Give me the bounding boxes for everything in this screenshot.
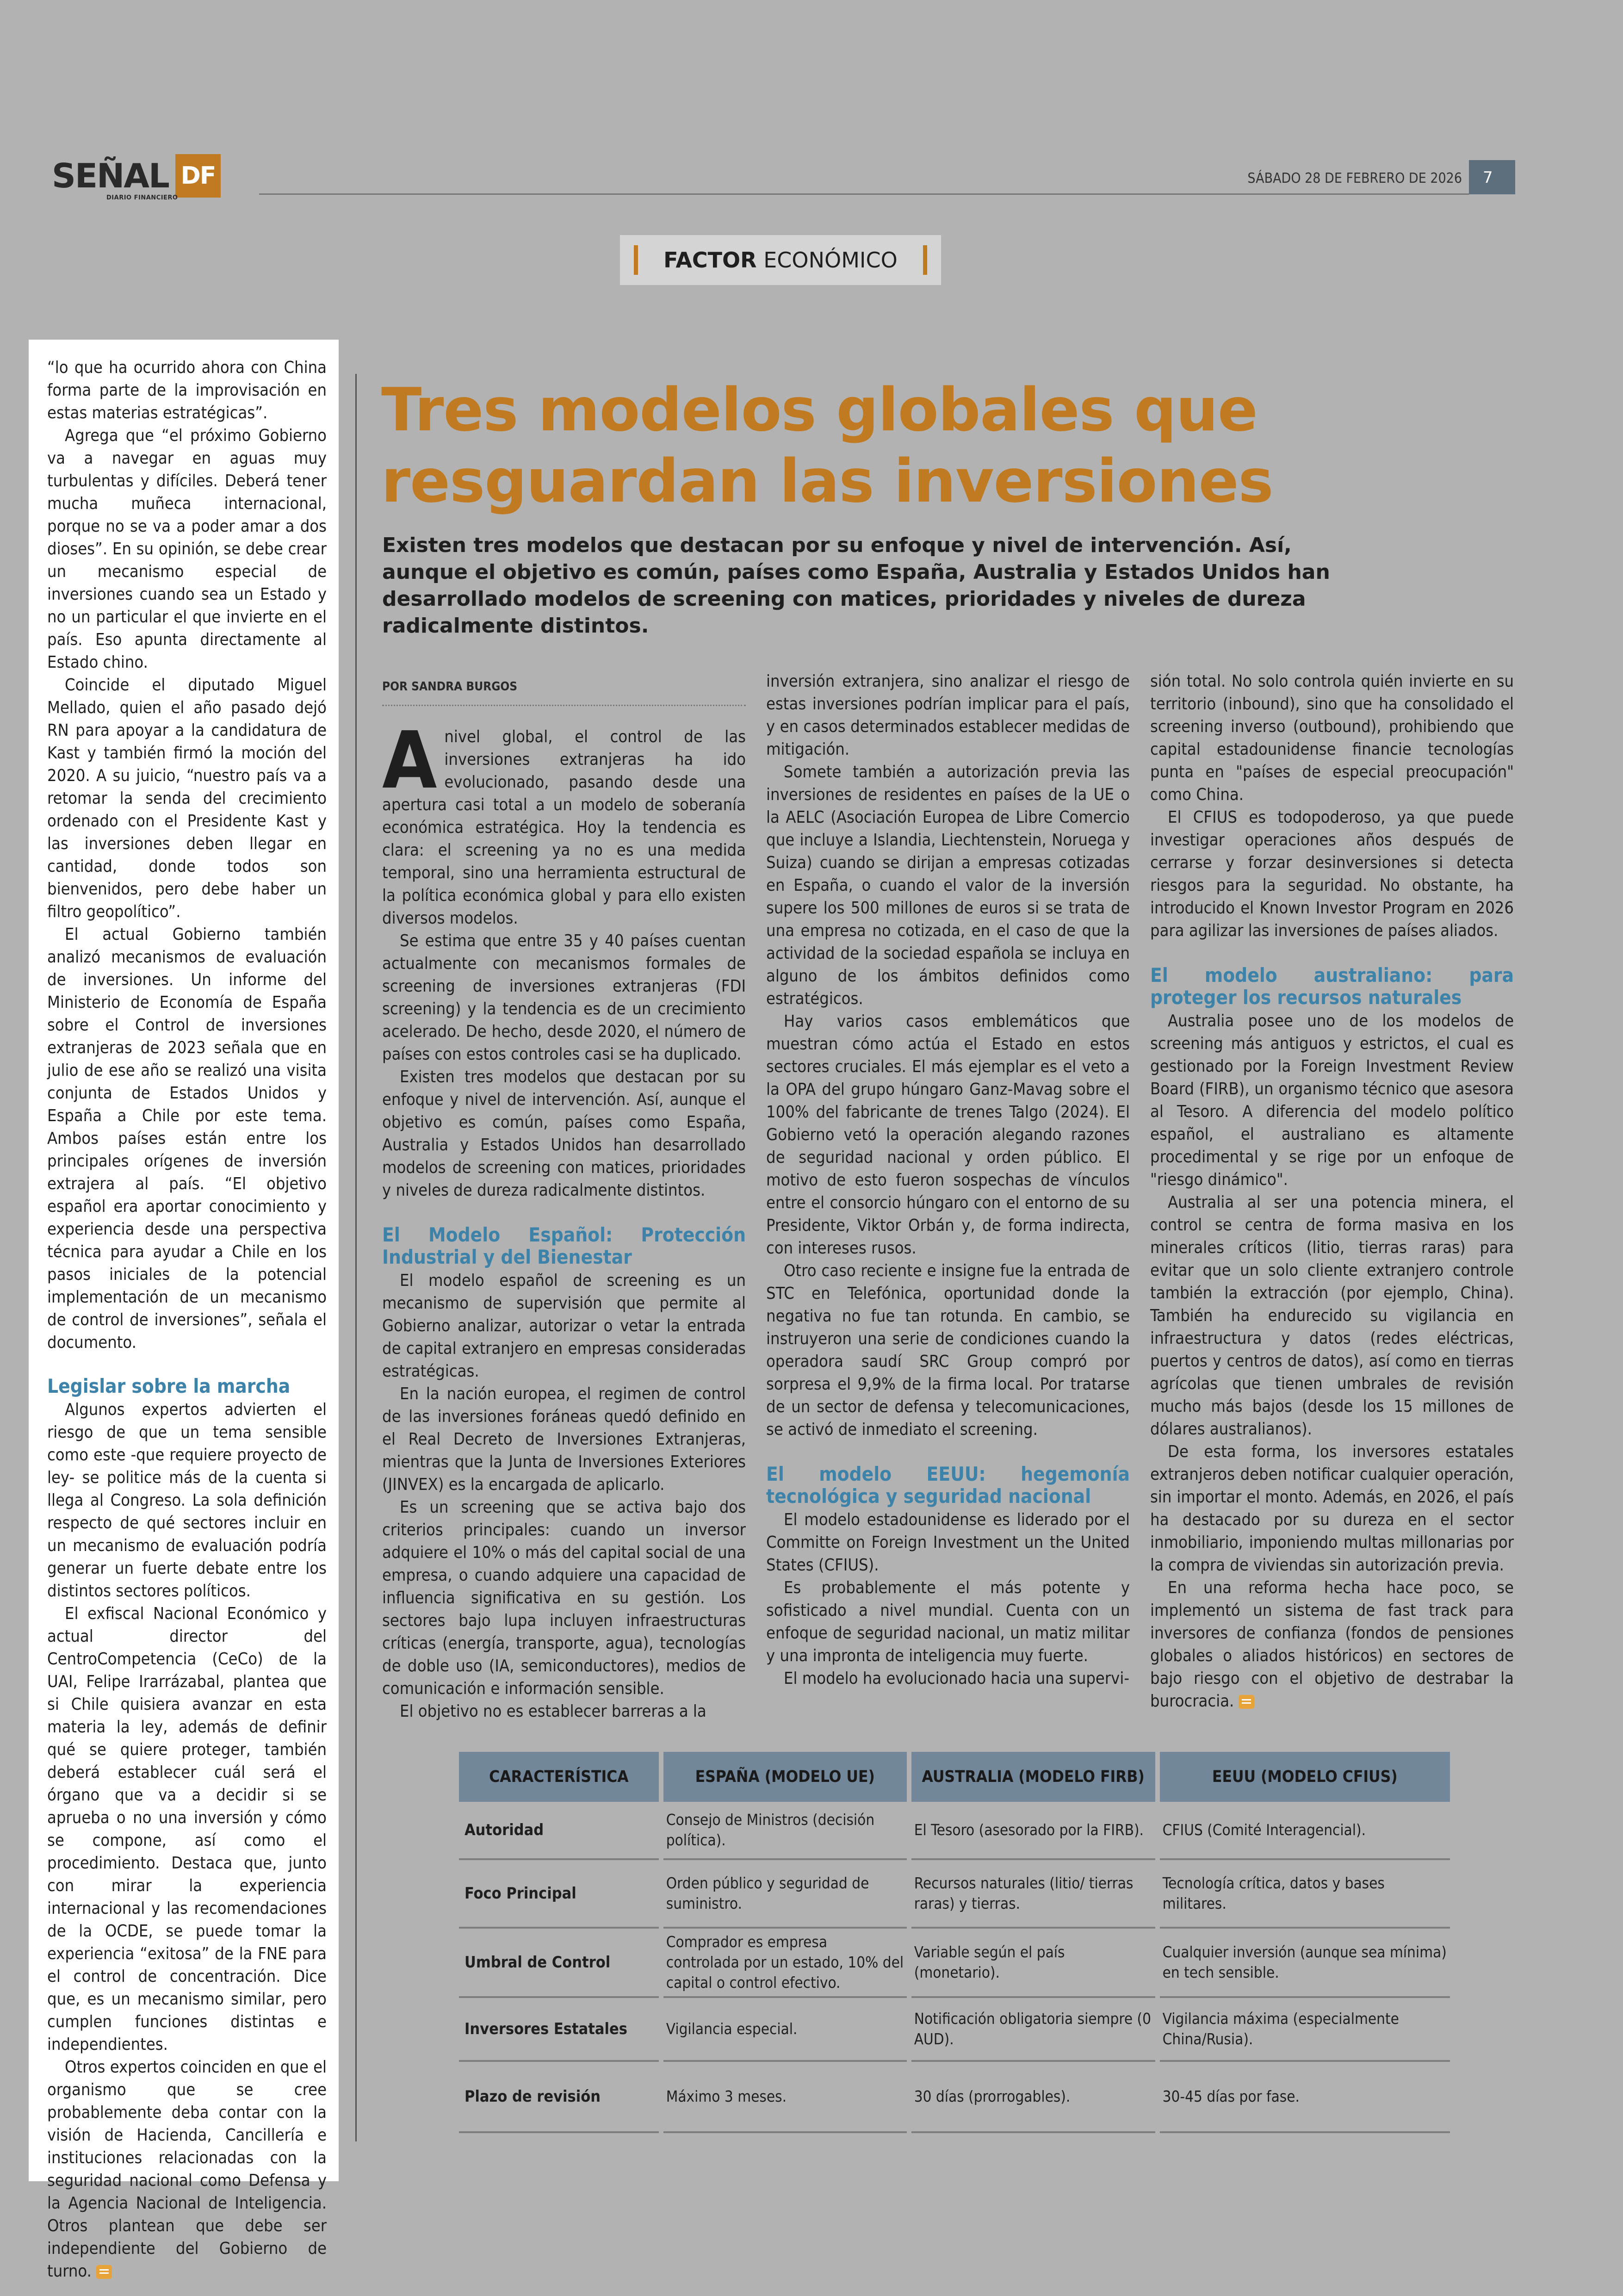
article-paragraph: El modelo estadounidense es liderado por el Committe on Foreign Investment un the United States (CFIUS). — [766, 1510, 1130, 1575]
table-cell: Consejo de Ministros (decisión política). — [663, 1802, 907, 1860]
table-row-label: Foco Principal — [459, 1860, 659, 1929]
article-column-3 — [1150, 670, 1514, 1713]
article-subhead-australia: El modelo australiano: para proteger los recursos naturales — [1150, 964, 1514, 1009]
deck: Existen tres modelos que destacan por su enfoque y nivel de intervención. Así, aunque el objetivo es común, países como España, Australia y Estados Unidos han desarrollado modelos de screening con matices, prioridades y niveles de dureza radicalmente distintos. — [382, 534, 1330, 638]
article-paragraph: Es un screening que se activa bajo dos criterios principales: cuando un inversor adquiere el 10% o más del capital social de una empresa, o cuando adquiere una capacidad de influencia significativa en su gestión. Los sectores bajo lupa incluyen infraestructuras críticas (energía, transporte, agua), tecnologías de doble uso (IA, semiconductores), medios de comunicación e información sensible. — [382, 1498, 746, 1698]
section-tag-bold: FACTOR — [663, 248, 757, 273]
table-header-row — [459, 1752, 1450, 1802]
table-cell: El Tesoro (asesorado por la FIRB). — [911, 1802, 1155, 1860]
table-row — [459, 1860, 1450, 1929]
sidebar-paragraph: El actual Gobierno también analizó mecanismos de evaluación de inversiones. Un informe del Ministerio de Economía de España sobre el Control de inversiones extranjeras de 2023 señala que en julio de ese año se realizó una visita conjunta de Estados Unidos y España a Chile por este tema. Ambos países están entre los principales orígenes de inversión extrajera al país. “El objetivo español era aportar conocimiento y experiencia desde una perspectiva técnica para ayudar a Chile en los pasos iniciales de la potencial implementación de un mecanismo de control de inversiones”, señala el documento. — [47, 925, 327, 1352]
logo-badge: DF — [175, 154, 221, 198]
page-number: 7 — [1469, 160, 1515, 194]
issue-date: SÁBADO 28 DE FEBRERO DE 2026 — [1247, 170, 1462, 186]
article-paragraph: En la nación europea, el regimen de control de las inversiones foráneas quedó definido en el Real Decreto de Inversiones Extranjeras, mientras que la Junta de Inversiones Exteriores (JINVEX) es la encargada de aplicarlo. — [382, 1384, 746, 1494]
table-cell: Recursos naturales (litio/ tierras raras) y tierras. — [911, 1860, 1155, 1929]
sidebar-paragraph-last — [47, 2056, 327, 2283]
article-paragraph: Existen tres modelos que destacan por su enfoque y nivel de intervención. Así, aunque el objetivo es común, países como España, Australia y Estados Unidos han desarrollado modelos de screening con matices, prioridades y niveles de dureza radicalmente distintos. — [382, 1067, 746, 1200]
headline-line-2: resguardan las inversiones — [381, 447, 1273, 516]
sidebar-paragraph: “lo que ha ocurrido ahora con China forma parte de la improvisación en estas materias estratégicas”. — [47, 358, 327, 422]
article-paragraph: Se estima que entre 35 y 40 países cuentan actualmente con mecanismos formales de screening de inversiones extranjeras (FDI screening) y la tendencia es de un crecimiento acelerado. De hecho, desde 2020, el número de países con estos controles casi se ha duplicado. — [382, 931, 746, 1064]
article-paragraph-last — [1150, 1576, 1514, 1713]
table-row-label: Umbral de Control — [459, 1929, 659, 1998]
sidebar-paragraph: El exfiscal Nacional Económico y actual director del CentroCompetencia (CeCo) de la UAI, Felipe Irarrázabal, plantea que si Chile quisiera avanzar en esta materia la ley, además de definir qué se quiere proteger, también deberá establecer cuál será el órgano que va a decidir si se aprueba o no una inversión y cómo se compone, así como el procedimiento. Destaca que, junto con mirar la experiencia internacional y las recomendaciones de la OCDE, se puede tomar la experiencia “exitosa” de la FNE para el control de concentración. Dice que, es un mecanismo similar, pero cumplen funciones distintas e independientes. — [47, 1604, 327, 2054]
logo-word: SEÑAL — [52, 156, 169, 195]
headline — [381, 375, 1445, 517]
article-paragraph: El modelo ha evolucionado hacia una supervi- — [784, 1669, 1130, 1688]
article-paragraph: Australia posee uno de los modelos de screening más antiguos y estrictos, el cual es gestionado por la Foreign Investment Review Board (FIRB), un organismo técnico que asesora al Tesoro. A diferencia del modelo político español, el australiano es altamente procedimental y se rige por un enfoque de "riesgo dinámico". — [1150, 1011, 1514, 1189]
table-cell: Vigilancia máxima (especialmente China/Rusia). — [1160, 1998, 1450, 2062]
article-paragraph-text: En una reforma hecha hace poco, se implementó un sistema de fast track para inversores de confianza (fondos de pensiones globales o aliados históricos) en sectores de bajo riesgo con el objetivo de destrabar la burocracia. — [1150, 1578, 1514, 1711]
article-paragraph: Australia al ser una potencia minera, el control se centra de forma masiva en los minerales críticos (litio, tierras raras) para evitar que un solo cliente extranjero controle también la extracción (por ejemplo, China). También ha endurecido su vigilancia en infraestructura y datos (redes eléctricas, puertos y centros de datos), así como en tierras agrícolas que tienen umbrales de revisión mucho más bajos (desde los 15 millones de dólares australianos). — [1150, 1193, 1514, 1439]
table-row — [459, 2062, 1450, 2133]
logo — [52, 153, 221, 199]
table-cell: Cualquier inversión (aunque sea mínima) en tech sensible. — [1160, 1929, 1450, 1998]
comparison-table-grid — [454, 1752, 1455, 2133]
article-paragraph: Otro caso reciente e insigne fue la entrada de STC en Telefónica, oportunidad donde la negativa no fue tan rotunda. En cambio, se instruyeron una serie de condiciones cuando la operadora saudí SRC Group compró por sorpresa el 9,9% de la firma local. Por tratarse de un sector de defensa y telecomunicaciones, se activó de inmediato el screening. — [766, 1261, 1130, 1439]
article-subhead-usa: El modelo EEUU: hegemonía tecnológica y seguridad nacional — [766, 1463, 1130, 1508]
table-row-label: Plazo de revisión — [459, 2062, 659, 2133]
table-cell: 30-45 días por fase. — [1160, 2062, 1450, 2133]
article-column-1 — [382, 670, 746, 1723]
table-cell: Notificación obligatoria siempre (0 AUD). — [911, 1998, 1155, 2062]
table-row-label: Autoridad — [459, 1802, 659, 1860]
table-header-cell: EEUU (MODELO CFIUS) — [1160, 1752, 1450, 1802]
sidebar-paragraph: Agrega que “el próximo Gobierno va a navegar en aguas muy turbulentas y difíciles. Deberá tener mucha muñeca internacional, porque no se va a poder amar a dos dioses”. En su opinión, se debe crear un mecanismo especial de inversiones cuando sea un Estado y no un particular el que invierte en el país. Eso apunta directamente al Estado chino. — [47, 426, 327, 672]
table-row — [459, 1998, 1450, 2062]
section-tag — [620, 235, 941, 285]
article-paragraph: sión total. No solo controla quién invierte en su territorio (inbound), sino que ha consolidado el screening inverso (outbound), prohibiendo que capital estadounidense financie tecnologías punta en "países de especial preocupación" como China. — [1150, 672, 1514, 804]
header-rule — [259, 193, 1469, 195]
article-paragraph: Hay varios casos emblemáticos que muestran cómo actúa el Estado en estos sectores cruciales. El más ejemplar es el veto a la OPA del grupo húngaro Ganz-Mavag sobre el 100% del fabricante de trenes Talgo (2024). El Gobierno vetó la operación alegando razones de seguridad nacional y orden público. El motivo de esto fueron sospechas de vínculos entre el consorcio húngaro con el entorno de su Presidente, Viktor Orbán y, de forma indirecta, con intereses rusos. — [766, 1012, 1130, 1258]
sidebar-paragraph: Algunos expertos advierten el riesgo de que un tema sensible como este -que requiere proyecto de ley- se politice más de la cuenta si llega al Congreso. La sola definición respecto de qué sectores incluir en un mecanismo de evaluación podría generar un fuerte debate entre los distintos sectores políticos. — [47, 1400, 327, 1601]
article-paragraph: El modelo español de screening es un mecanismo de supervisión que permite al Gobierno analizar, autorizar o vetar la entrada de capital extranjero en empresas consideradas estratégicas. — [382, 1271, 746, 1381]
article-paragraph: El objetivo no es establecer barreras a la — [400, 1702, 706, 1721]
section-tag-bar-right — [923, 245, 927, 275]
section-tag-rest: ECONÓMICO — [763, 248, 898, 273]
column-divider — [355, 374, 357, 2141]
table-cell: Variable según el país (monetario). — [911, 1929, 1155, 1998]
table-cell: Máximo 3 meses. — [663, 2062, 907, 2133]
table-header-cell: CARACTERÍSTICA — [459, 1752, 659, 1802]
article-subhead-spain: El Modelo Español: Protección Industrial y del Bienestar — [382, 1223, 746, 1268]
end-of-article-icon — [96, 2265, 112, 2279]
article-paragraph: Somete también a autorización previa las inversiones de residentes en países de la UE o la AELC (Asociación Europea de Libre Comercio que incluye a Islandia, Liechtenstein, Noruega y Suiza) cuando se dirijan a empresas cotizadas en España, o cuando el valor de la inversión supere los 500 millones de euros si se trata de una empresa no cotizada, en el caso de que la actividad de la sociedad española se incluya en alguno de los ámbitos definidos como estratégicos. — [766, 763, 1130, 1008]
section-tag-text — [663, 248, 898, 273]
sidebar-subhead: Legislar sobre la marcha — [47, 1375, 291, 1397]
table-cell: Tecnología crítica, datos y bases militares. — [1160, 1860, 1450, 1929]
table-header-cell: ESPAÑA (MODELO UE) — [663, 1752, 907, 1802]
table-cell: Orden público y seguridad de suministro. — [663, 1860, 907, 1929]
byline: POR SANDRA BURGOS — [382, 676, 746, 706]
article-paragraph: Es probablemente el más potente y sofisticado a nivel mundial. Cuenta con un enfoque de seguridad nacional, un matiz militar y una impronta de inteligencia muy fuerte. — [766, 1578, 1130, 1665]
table-cell: CFIUS (Comité Interagencial). — [1160, 1802, 1450, 1860]
sidebar-column — [29, 340, 339, 2281]
article-paragraph: El CFIUS es todopoderoso, ya que puede investigar operaciones años después de cerrarse y forzar desinversiones si detecta riesgos para la seguridad. No obstante, ha introducido el Known Investor Program en 2026 para agilizar las inversiones de países aliados. — [1150, 808, 1514, 940]
table-header-cell: AUSTRALIA (MODELO FIRB) — [911, 1752, 1155, 1802]
sidebar-paragraph: Coincide el diputado Miguel Mellado, quien el año pasado dejó RN para apoyar a la candidatura de Kast y también firmó la moción del 2020. A su juicio, “nuestro país va a retomar la senda del crecimiento ordenado con el Presidente Kast y las inversiones deben llegar en cantidad, donde todos son bienvenidos, pero debe haber un filtro geopolítico”. — [47, 676, 327, 921]
section-tag-bar-left — [634, 245, 638, 275]
table-cell: Vigilancia especial. — [663, 1998, 907, 2062]
table-row — [459, 1802, 1450, 1860]
table-row-label: Inversores Estatales — [459, 1998, 659, 2062]
table-cell: 30 días (prorrogables). — [911, 2062, 1155, 2133]
lead-text: nivel global, el control de las inversiones extranjeras ha ido evolucionado, pasando desde una apertura casi total a un modelo de soberanía económica estratégica. Hoy la tendencia es clara: el screening ya no es una medida temporal, sino una herramienta estructural de la política económica global y para ello existen diversos modelos. — [382, 727, 746, 928]
table-cell: Comprador es empresa controlada por un estado, 10% del capital o control efectivo. — [663, 1929, 907, 1998]
headline-line-1: Tres modelos globales que — [381, 376, 1258, 445]
article-paragraph: De esta forma, los inversores estatales extranjeros deben notificar cualquier operación, sin importar el monto. Además, en 2026, el país ha destacado por su dureza en el sector inmobiliario, imponiendo multas millonarias por la compra de viviendas sin autorización previa. — [1150, 1442, 1514, 1575]
drop-cap: A — [382, 715, 437, 807]
comparison-table — [454, 1752, 1455, 2133]
logo-subtitle: DIARIO FINANCIERO — [106, 194, 178, 201]
article-paragraph: inversión extranjera, sino analizar el riesgo de estas inversiones podrían implicar para el país, y en casos determinados establecer medidas de mitigación. — [766, 672, 1130, 759]
lead-paragraph — [382, 715, 746, 930]
end-of-article-icon — [1239, 1695, 1254, 1709]
sidebar-paragraph-text: Otros expertos coinciden en que el organismo que se cree probablemente deba contar con la visión de Hacienda, Cancillería e instituciones relacionadas con la seguridad nacional como Defensa y la Agencia Nacional de Inteligencia. Otros plantean que debe ser independiente del Gobierno de turno. — [47, 2058, 327, 2281]
table-row — [459, 1929, 1450, 1998]
article-column-2 — [766, 670, 1130, 1690]
